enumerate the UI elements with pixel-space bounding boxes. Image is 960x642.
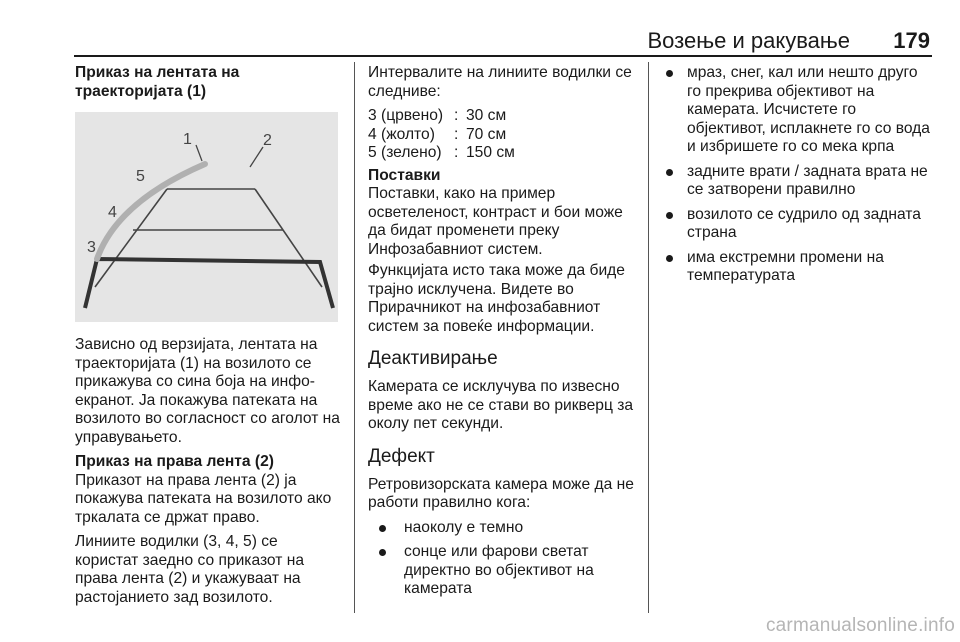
bullet-dot xyxy=(379,549,386,556)
bullet-dot xyxy=(666,169,673,176)
list-item xyxy=(376,519,636,538)
list-item-text: наоколу е темно xyxy=(404,518,524,536)
interval-sep: : xyxy=(454,107,459,124)
deactivation-heading: Деактивирање xyxy=(368,348,498,369)
interval-label: 5 (зелено) xyxy=(368,144,442,161)
interval-sep: : xyxy=(454,125,459,143)
straight-lane-paragraph: Приказот на права лента (2) ја покажува патеката на возилото ако тркалата се држат право. xyxy=(75,471,332,526)
deactivation-paragraph: Камерата се исклучува по извесно време ако не се стави во рикверц за околу пет секунди. xyxy=(368,378,634,432)
list-item xyxy=(663,163,935,200)
callout-line-1 xyxy=(196,145,202,161)
list-item-text: мраз, снег, кал или нешто друго го прекрива објективот на камерата. Исчистете го објективот, исплакнете го со вода и избришете го со мека крпа xyxy=(687,64,930,155)
interval-row xyxy=(368,126,636,145)
rear-camera-guidelines-figure xyxy=(75,112,338,322)
guidelines-paragraph: Линиите водилки (3, 4, 5) се користат заедно со приказот на права лента (2) и укажуваат на растојанието зад возилото. xyxy=(75,533,305,606)
label-2: 2 xyxy=(263,132,272,149)
fault-list xyxy=(368,519,636,599)
list-item-text: има екстремни промени на температурата xyxy=(687,248,884,284)
list-item-text: сонце или фарови светат директно во објективот на камерата xyxy=(404,543,594,597)
fault-list-continued xyxy=(663,64,935,286)
interval-row xyxy=(368,107,636,126)
interval-label: 4 (жолто) xyxy=(368,125,435,143)
list-item-text: задните врати / задната врата не се затворени правилно xyxy=(687,162,928,198)
list-item-text: возилото се судрило од задната страна xyxy=(687,205,921,241)
list-item xyxy=(663,206,935,243)
callout-line-2 xyxy=(250,147,263,167)
label-1: 1 xyxy=(183,131,192,148)
page-number: 179 xyxy=(893,28,930,53)
trajectory-heading xyxy=(75,64,343,101)
bullet-dot xyxy=(379,525,386,532)
intervals-table xyxy=(368,107,636,163)
fault-heading: Дефект xyxy=(368,445,435,467)
straight-lane-heading: Приказ на права лента (2) xyxy=(75,453,274,470)
label-4: 4 xyxy=(108,204,117,221)
header-rule xyxy=(74,55,932,57)
column-divider-1 xyxy=(354,62,355,613)
interval-sep: : xyxy=(454,144,459,161)
label-5: 5 xyxy=(136,168,145,185)
trajectory-heading-line1: Приказ на лентата на xyxy=(75,64,240,81)
interval-label: 3 (црвено) xyxy=(368,107,444,124)
label-3: 3 xyxy=(87,239,96,256)
interval-row xyxy=(368,144,636,163)
guidelines-diagram xyxy=(75,112,338,322)
interval-value: 70 см xyxy=(466,125,507,143)
trajectory-heading-line2: траекторијата (1) xyxy=(75,82,207,100)
list-item xyxy=(376,543,636,599)
right-perspective-line xyxy=(255,189,322,287)
trajectory-paragraph: Зависно од верзијата, лентата на траекторијата (1) на возилото се прикажува со сина боја на инфо-екранот. Ја покажува патеката на возилото во согласност со аголот на управувањето. xyxy=(75,336,340,446)
fault-paragraph: Ретровизорската камера може да не работи правилно кога: xyxy=(368,475,634,511)
settings-paragraph-1: Поставки, како на пример осветеленост, контраст и бои може да бидат променети преку Инфозабавниот систем. xyxy=(368,185,623,258)
guide-line-3 xyxy=(85,259,333,308)
settings-paragraph-2: Функцијата исто така може да биде трајно исклучена. Видете во Прирачникот на инфозабавниот систем за повеќе информации. xyxy=(368,262,625,335)
intervals-intro: Интервалите на линиите водилки се следниве: xyxy=(368,64,632,100)
bullet-dot xyxy=(666,255,673,262)
settings-heading: Поставки xyxy=(368,166,441,184)
column-divider-2 xyxy=(648,62,649,613)
column-2 xyxy=(368,64,636,605)
list-item xyxy=(663,249,935,286)
bullet-dot xyxy=(666,70,673,77)
column-3 xyxy=(663,64,935,292)
watermark: carmanualsonline.info xyxy=(765,615,955,636)
bullet-dot xyxy=(666,212,673,219)
column-1 xyxy=(75,64,343,613)
list-item xyxy=(663,64,935,157)
interval-value: 30 см xyxy=(466,107,507,124)
chapter-title: Возење и ракување xyxy=(647,28,850,53)
interval-value: 150 см xyxy=(466,144,515,161)
